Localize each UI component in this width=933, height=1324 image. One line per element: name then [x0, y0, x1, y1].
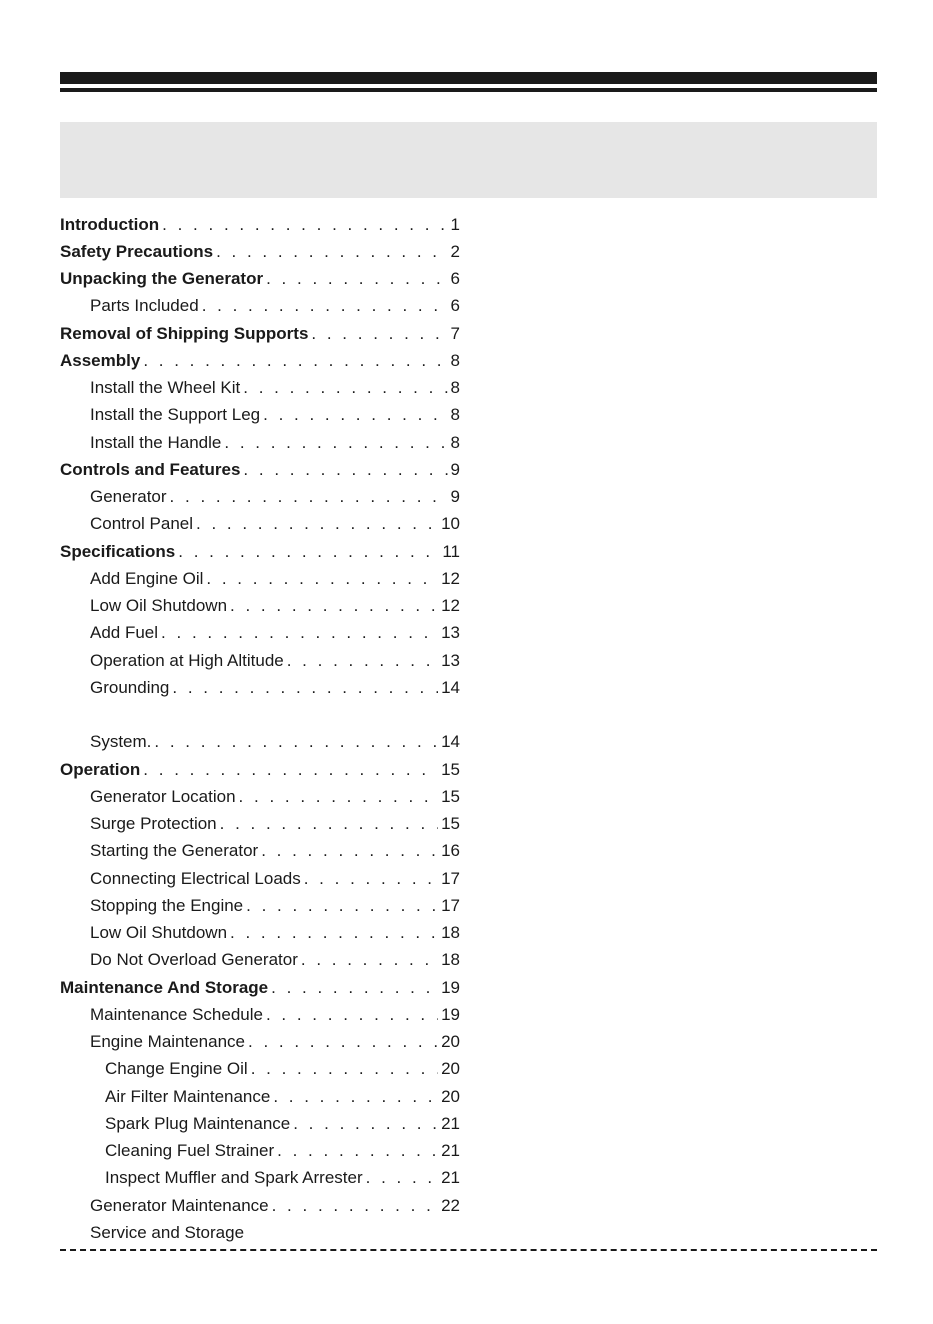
toc-page-number: 2: [450, 241, 460, 261]
toc-entry[interactable]: [60, 293, 460, 320]
toc-entry[interactable]: [60, 538, 460, 565]
toc-page-number: 8: [450, 405, 460, 425]
toc-page-number: 21: [441, 1113, 460, 1133]
dot-leader: [311, 324, 447, 344]
toc-page-number: 14: [441, 677, 460, 697]
dot-leader: [202, 296, 448, 316]
toc-entry[interactable]: [60, 1083, 460, 1110]
toc-entry[interactable]: [60, 974, 460, 1001]
toc-entry[interactable]: [60, 375, 460, 402]
toc-entry-title: Removal of Shipping Supports: [60, 323, 309, 343]
dot-leader: [162, 215, 447, 235]
toc-entry-title: Maintenance And Storage: [60, 977, 269, 997]
toc-entry[interactable]: [60, 1001, 460, 1028]
toc-entry-title: Maintenance Schedule: [90, 1004, 263, 1024]
dot-leader: [216, 242, 447, 262]
dot-leader: [206, 569, 438, 589]
header-rule-thick: [60, 72, 877, 84]
toc-entry[interactable]: [60, 347, 460, 374]
toc-entry[interactable]: [60, 238, 460, 265]
toc-entry[interactable]: [60, 429, 460, 456]
toc-entry-title: Low Oil Shutdown: [90, 923, 228, 943]
dot-leader: [272, 1196, 438, 1216]
toc-page-number: 7: [450, 323, 460, 343]
toc-entry-title: Install the Handle: [90, 432, 222, 452]
title-band: [60, 122, 877, 198]
dot-leader: [273, 1087, 438, 1107]
toc-entry-title: Air Filter Maintenance: [105, 1086, 271, 1106]
toc-entry-title: Introduction: [60, 214, 160, 234]
dot-leader: [277, 1141, 438, 1161]
toc-page-number: 20: [441, 1086, 460, 1106]
toc-page-number: 21: [441, 1141, 460, 1161]
dot-leader: [251, 1059, 438, 1079]
toc-entry-title: Surge Protection: [90, 814, 217, 834]
toc-entry[interactable]: [60, 320, 460, 347]
toc-entry-title: Starting the Generator: [90, 841, 259, 861]
toc-entry[interactable]: [60, 456, 460, 483]
toc-page-number: 8: [450, 378, 460, 398]
toc-page-number: 15: [441, 759, 460, 779]
dot-leader: [266, 1005, 438, 1025]
dot-leader: [301, 950, 438, 970]
toc-entry-title: Safety Precautions: [60, 241, 214, 261]
dot-leader: [271, 978, 438, 998]
toc-page-number: 15: [441, 786, 460, 806]
dot-leader: [266, 269, 447, 289]
dot-leader: [263, 405, 447, 425]
toc-entry-title: System.: [90, 732, 152, 752]
toc-entry-title: Add Fuel: [90, 623, 159, 643]
toc-page-number: 13: [441, 623, 460, 643]
dot-leader: [261, 841, 438, 861]
toc-page-number: 18: [441, 923, 460, 943]
toc-entry-title: Connecting Electrical Loads: [90, 868, 301, 888]
dot-leader: [243, 378, 447, 398]
toc-entry[interactable]: [60, 647, 460, 674]
toc-page-number: 9: [450, 487, 460, 507]
toc-page-number: 12: [441, 596, 460, 616]
toc-entry[interactable]: [60, 756, 460, 783]
toc-entry-title: Operation at High Altitude: [90, 650, 284, 670]
toc-page-number: 1: [450, 214, 460, 234]
toc-page-number: 17: [441, 868, 460, 888]
toc-page-number: 18: [441, 950, 460, 970]
dot-leader: [230, 596, 438, 616]
dot-leader: [178, 542, 439, 562]
dot-leader: [143, 351, 447, 371]
toc-entry-title: Install the Support Leg: [90, 405, 261, 425]
toc-entry[interactable]: [60, 811, 460, 838]
dot-leader: [287, 651, 438, 671]
table-of-contents: [60, 211, 460, 1247]
dot-leader: [248, 1032, 438, 1052]
toc-page-number: 16: [441, 841, 460, 861]
dot-leader: [161, 623, 438, 643]
toc-entry-title: Control Panel: [90, 514, 194, 534]
toc-entry[interactable]: [60, 1029, 460, 1056]
toc-entry[interactable]: [60, 211, 460, 238]
toc-page-number: 6: [450, 269, 460, 289]
toc-entry[interactable]: [60, 402, 460, 429]
toc-page-number: 20: [441, 1059, 460, 1079]
toc-page-number: 19: [441, 977, 460, 997]
toc-page-number: 22: [441, 1195, 460, 1215]
toc-entry-title: Operation: [60, 759, 141, 779]
toc-entry-title: Stopping the Engine: [90, 895, 244, 915]
toc-entry[interactable]: [60, 892, 460, 919]
toc-entry[interactable]: [60, 865, 460, 892]
toc-entry-title: Do Not Overload Generator: [90, 950, 298, 970]
toc-entry-title: Low Oil Shutdown: [90, 596, 228, 616]
toc-entry[interactable]: [60, 674, 460, 701]
toc-entry-title: Generator Location: [90, 786, 236, 806]
toc-entry[interactable]: [60, 947, 460, 974]
dot-leader: [220, 814, 438, 834]
footer-dashed-rule: [60, 1249, 877, 1251]
toc-page-number: 20: [441, 1032, 460, 1052]
toc-entry-title: Specifications: [60, 541, 176, 561]
dot-leader: [170, 487, 448, 507]
toc-entry-title: Assembly: [60, 350, 141, 370]
toc-entry[interactable]: [60, 729, 460, 756]
header-rule-thin: [60, 88, 877, 92]
toc-entry-title: Generator: [90, 487, 167, 507]
dot-leader: [246, 896, 438, 916]
toc-entry-title: Generator Maintenance: [90, 1195, 269, 1215]
dot-leader: [239, 787, 439, 807]
toc-entry[interactable]: [60, 620, 460, 647]
toc-entry-title: Controls and Features: [60, 459, 241, 479]
dot-leader: [243, 460, 447, 480]
toc-page-number: 10: [441, 514, 460, 534]
toc-page-number: 21: [441, 1168, 460, 1188]
toc-page-number: 8: [450, 350, 460, 370]
toc-page-number: 19: [441, 1004, 460, 1024]
dot-leader: [224, 433, 447, 453]
toc-entry[interactable]: [60, 1165, 460, 1192]
toc-entry[interactable]: [60, 1110, 460, 1137]
toc-entry[interactable]: [60, 593, 460, 620]
toc-entry[interactable]: [60, 838, 460, 865]
dot-leader: [293, 1114, 438, 1134]
toc-page-number: 6: [450, 296, 460, 316]
toc-entry[interactable]: [60, 1219, 460, 1246]
dot-leader: [304, 869, 438, 889]
dot-leader: [154, 732, 438, 752]
toc-entry[interactable]: [60, 783, 460, 810]
dot-leader: [366, 1168, 438, 1188]
toc-page-number: 17: [441, 895, 460, 915]
dot-leader: [172, 678, 438, 698]
toc-entry-title: Install the Wheel Kit: [90, 378, 241, 398]
toc-page-number: 15: [441, 814, 460, 834]
toc-entry-title: Engine Maintenance: [90, 1032, 246, 1052]
toc-entry-title: Parts Included: [90, 296, 199, 316]
toc-page-number: 8: [450, 432, 460, 452]
dot-leader: [230, 923, 438, 943]
toc-entry[interactable]: [60, 266, 460, 293]
dot-leader: [143, 760, 438, 780]
toc-entry[interactable]: [60, 920, 460, 947]
toc-entry-title: Change Engine Oil: [105, 1059, 248, 1079]
toc-entry-title: Cleaning Fuel Strainer: [105, 1141, 275, 1161]
dot-leader: [196, 514, 438, 534]
toc-entry-title: Grounding: [90, 677, 170, 697]
toc-entry-title: Spark Plug Maintenance: [105, 1113, 291, 1133]
toc-entry[interactable]: [60, 1192, 460, 1219]
toc-entry[interactable]: [60, 1138, 460, 1165]
toc-entry-title: Inspect Muffler and Spark Arrester: [105, 1168, 363, 1188]
toc-entry[interactable]: [60, 702, 460, 729]
toc-page-number: 9: [450, 459, 460, 479]
toc-page-number: 11: [442, 541, 460, 561]
toc-page-number: 12: [441, 568, 460, 588]
toc-entry-title: Service and Storage: [90, 1222, 245, 1242]
toc-page-number: 13: [441, 650, 460, 670]
toc-entry[interactable]: [60, 1056, 460, 1083]
toc-entry[interactable]: [60, 484, 460, 511]
toc-page-number: 14: [441, 732, 460, 752]
toc-entry[interactable]: [60, 565, 460, 592]
toc-entry[interactable]: [60, 511, 460, 538]
toc-entry-title: Unpacking the Generator: [60, 269, 264, 289]
toc-entry-title: Add Engine Oil: [90, 568, 204, 588]
